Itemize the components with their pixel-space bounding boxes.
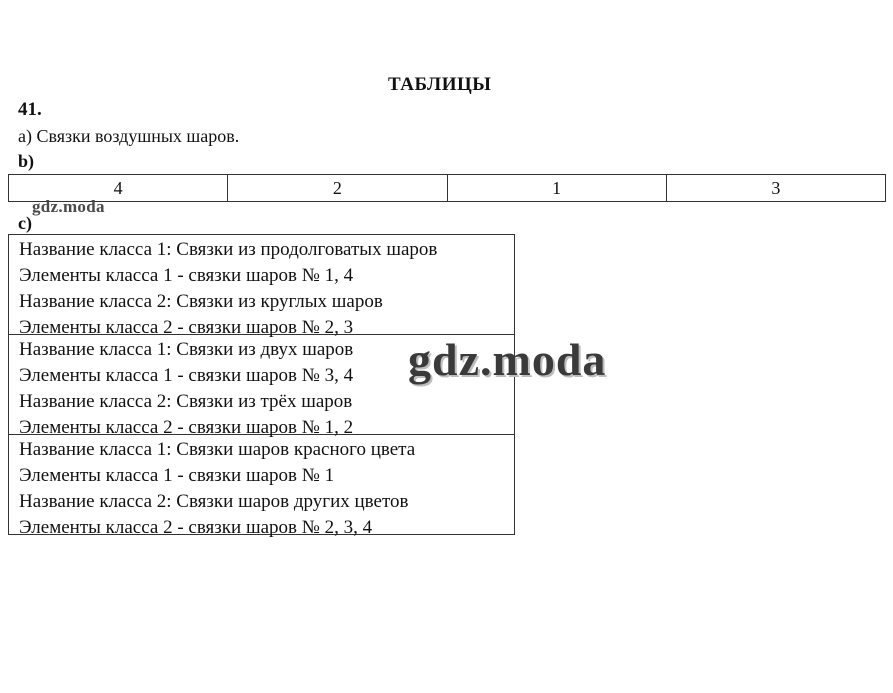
part-b-label: b) bbox=[18, 151, 35, 171]
sequence-cell: 3 bbox=[666, 175, 885, 202]
page-title: ТАБЛИЦЫ bbox=[388, 74, 492, 95]
class-2-elements: Элементы класса 2 - связки шаров № 2, 3 bbox=[19, 317, 354, 338]
part-c-label: c) bbox=[18, 213, 32, 233]
sequence-cell: 4 bbox=[9, 175, 228, 202]
answer-part-a: а) Связки воздушных шаров. bbox=[18, 126, 240, 146]
class-1-name: Название класса 1: Связки шаров красного цвета bbox=[19, 439, 416, 460]
classification-box bbox=[8, 234, 515, 338]
class-1-name: Название класса 1: Связки из продолговатых шаров bbox=[19, 239, 438, 260]
sequence-row bbox=[9, 175, 886, 202]
exercise-number: 41. bbox=[18, 99, 42, 120]
watermark-large: gdz.moda bbox=[408, 334, 607, 385]
sequence-cell: 2 bbox=[228, 175, 447, 202]
sequence-cell: 1 bbox=[447, 175, 666, 202]
class-2-elements: Элементы класса 2 - связки шаров № 2, 3, 4 bbox=[19, 517, 373, 538]
class-1-elements: Элементы класса 1 - связки шаров № 1, 4 bbox=[19, 265, 354, 286]
sequence-table bbox=[8, 174, 886, 202]
class-1-elements: Элементы класса 1 - связки шаров № 1 bbox=[19, 465, 335, 486]
class-2-name: Название класса 2: Связки из трёх шаров bbox=[19, 391, 353, 412]
classification-box bbox=[8, 434, 515, 538]
class-1-name: Название класса 1: Связки из двух шаров bbox=[19, 339, 354, 360]
class-2-name: Название класса 2: Связки из круглых шаров bbox=[19, 291, 383, 312]
class-2-name: Название класса 2: Связки шаров других цветов bbox=[19, 491, 409, 512]
class-2-elements: Элементы класса 2 - связки шаров № 1, 2 bbox=[19, 417, 354, 438]
watermark-small: gdz.moda bbox=[32, 197, 105, 216]
class-1-elements: Элементы класса 1 - связки шаров № 3, 4 bbox=[19, 365, 354, 386]
